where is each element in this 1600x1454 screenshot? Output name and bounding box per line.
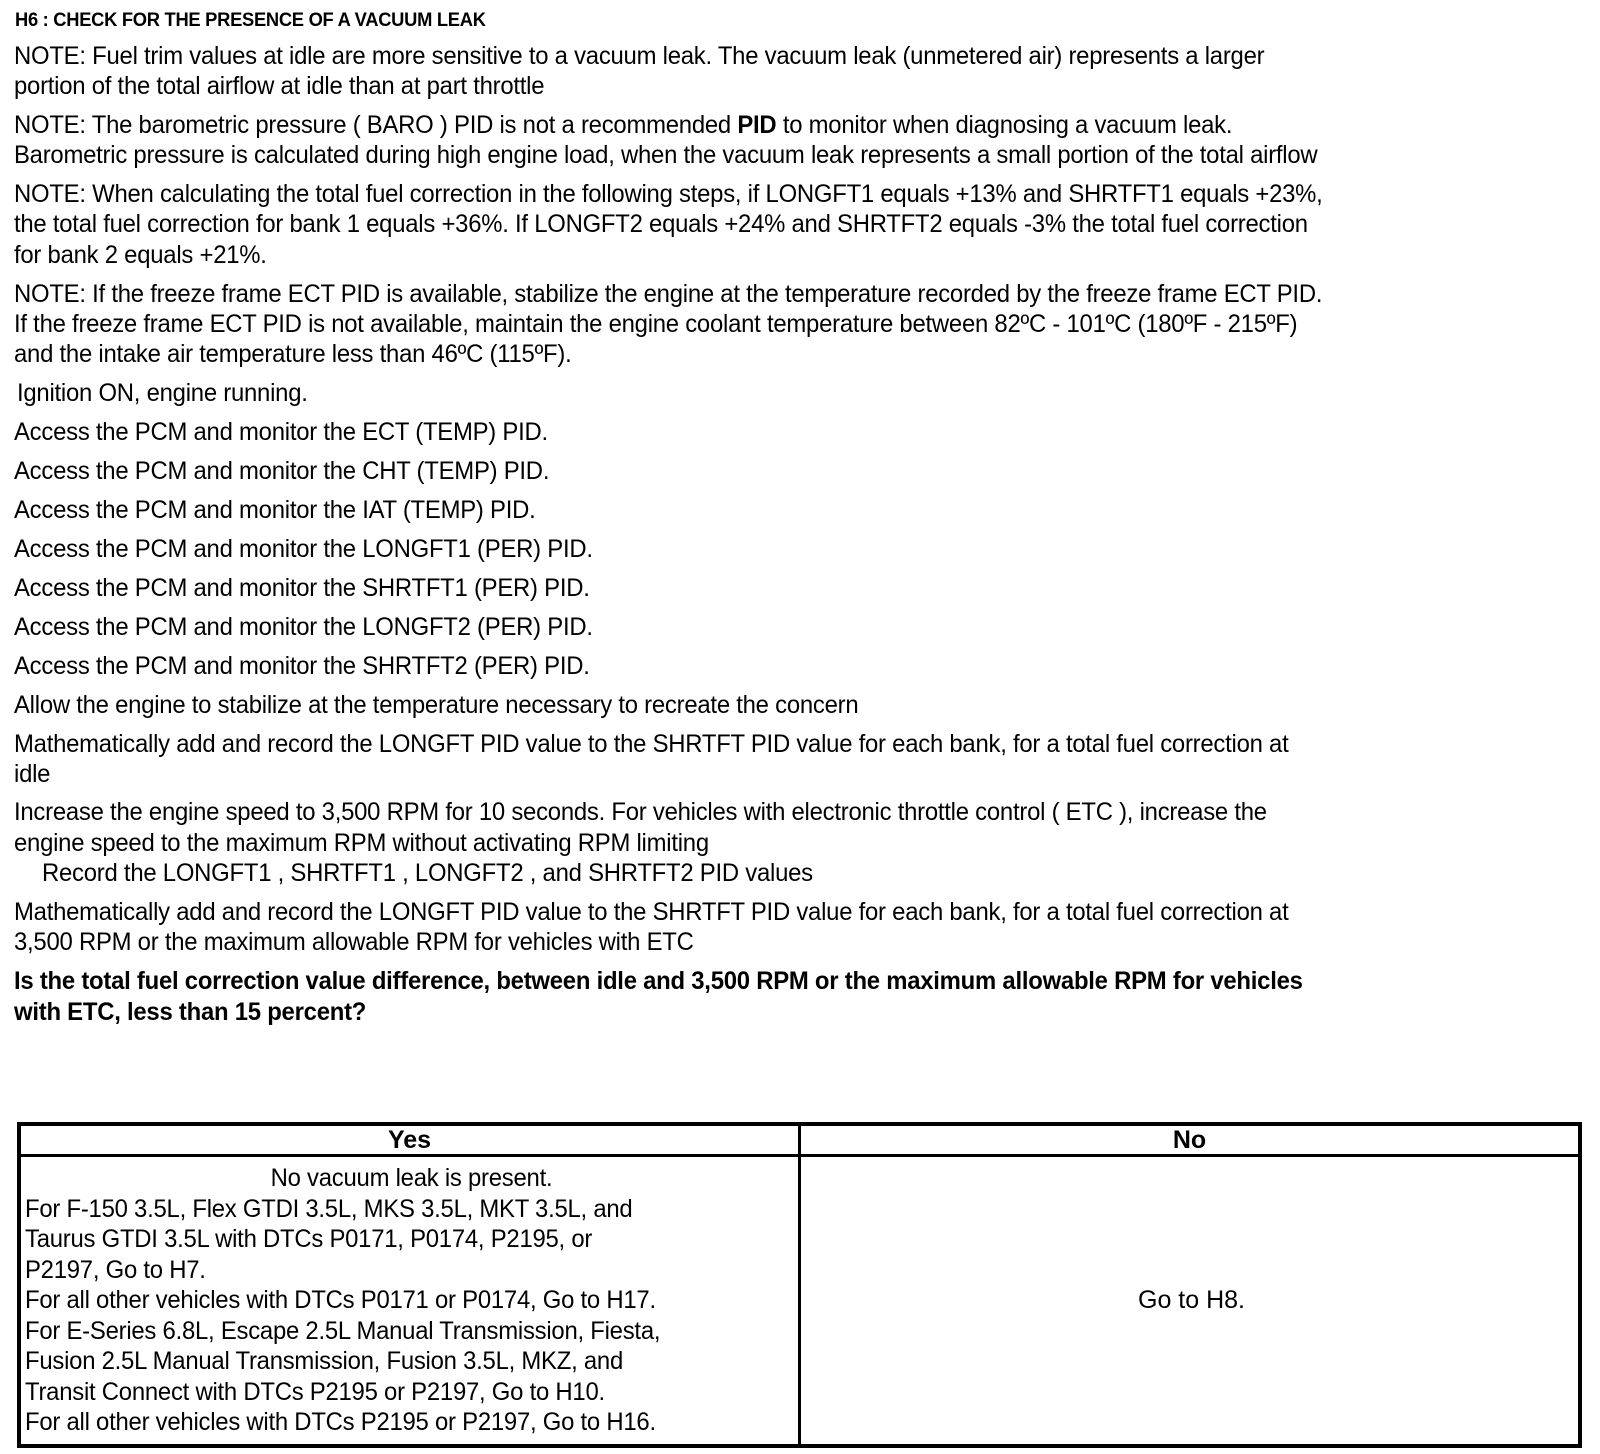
step-increase-rpm-line-2: engine speed to the maximum RPM without activating RPM limiting	[14, 829, 709, 857]
step-add-idle-line-2: idle	[14, 760, 51, 788]
no-cell: Go to H8.	[800, 1156, 1581, 1447]
step-monitor-ect	[14, 417, 548, 448]
pid-name: LONGFT1 (PER) PID.	[362, 535, 593, 563]
header-no: No	[800, 1124, 1581, 1156]
step-increase-rpm-line-1: Increase the engine speed to 3,500 RPM for 10 seconds. For vehicles with electronic throttle control ( ETC ), increase the	[14, 798, 1267, 826]
yes-line: Taurus GTDI 3.5L with DTCs P0171, P0174, P2195, or	[25, 1225, 593, 1254]
monitor-prefix: Access the PCM and monitor the	[14, 496, 363, 524]
yes-line: For E-Series 6.8L, Escape 2.5L Manual Transmission, Fiesta,	[25, 1316, 661, 1345]
step-monitor-shrtft1	[14, 573, 590, 604]
pid-name: ECT (TEMP) PID.	[362, 418, 548, 446]
note-baro-line-1	[14, 110, 1232, 141]
step-monitor-longft1	[14, 534, 593, 565]
note-calc-line-1: NOTE: When calculating the total fuel correction in the following steps, if LONGFT1 equals +13% and SHRTFT1 equals +23%,	[14, 180, 1323, 208]
note-fuel-trim-line-2: portion of the total airflow at idle than at part throttle	[14, 72, 545, 100]
note-freeze-frame-line-2: If the freeze frame ECT PID is not available, maintain the engine coolant temperature between 82ºC - 101ºC (180ºF - 215ºF)	[14, 310, 1298, 338]
pid-name: SHRTFT1 (PER) PID.	[362, 574, 590, 602]
decision-table-header-row	[19, 1124, 1580, 1156]
step-monitor-cht	[14, 456, 549, 487]
monitor-prefix: Access the PCM and monitor the	[14, 535, 363, 563]
step-monitor-longft2	[14, 612, 593, 643]
pid-name: LONGFT2 (PER) PID.	[362, 613, 593, 641]
step-monitor-shrtft2	[14, 651, 590, 682]
note-baro-line-2: Barometric pressure is calculated during high engine load, when the vacuum leak represents a small portion of the total airflow	[14, 141, 1318, 169]
decision-table-row	[19, 1156, 1580, 1447]
step-heading: H6 : CHECK FOR THE PRESENCE OF A VACUUM LEAK	[15, 9, 486, 31]
note-baro-text-pre: NOTE: The barometric pressure ( BARO ) PID is not a recommended	[14, 111, 738, 139]
step-monitor-iat	[14, 495, 536, 526]
yes-line: For all other vehicles with DTCs P2195 or P2197, Go to H16.	[25, 1408, 656, 1437]
monitor-prefix: Access the PCM and monitor the	[14, 613, 363, 641]
step-add-rpm-line-2: 3,500 RPM or the maximum allowable RPM for vehicles with ETC	[14, 928, 694, 956]
step-add-idle-line-1: Mathematically add and record the LONGFT PID value to the SHRTFT PID value for each bank, for a total fuel correction at	[14, 730, 1289, 758]
note-fuel-trim-line-1: NOTE: Fuel trim values at idle are more sensitive to a vacuum leak. The vacuum leak (unmetered air) represents a larger	[14, 42, 1265, 70]
yes-line: Transit Connect with DTCs P2195 or P2197, Go to H10.	[25, 1377, 605, 1406]
note-freeze-frame-line-3: and the intake air temperature less than 46ºC (115ºF).	[14, 340, 572, 368]
yes-line: No vacuum leak is present.	[270, 1164, 553, 1193]
monitor-prefix: Access the PCM and monitor the	[14, 574, 363, 602]
step-stabilize: Allow the engine to stabilize at the temperature necessary to recreate the concern	[14, 691, 859, 719]
decision-table	[17, 1122, 1582, 1448]
header-yes: Yes	[19, 1124, 800, 1156]
yes-line: For all other vehicles with DTCs P0171 or P0174, Go to H17.	[25, 1286, 656, 1315]
monitor-prefix: Access the PCM and monitor the	[14, 457, 363, 485]
yes-cell	[19, 1156, 800, 1447]
pid-name: IAT (TEMP) PID.	[362, 496, 536, 524]
monitor-prefix: Access the PCM and monitor the	[14, 652, 363, 680]
question-line-1: Is the total fuel correction value difference, between idle and 3,500 RPM or the maximum allowable RPM for vehicles	[14, 967, 1303, 995]
question-line-2: with ETC, less than 15 percent?	[14, 998, 367, 1026]
note-freeze-frame-line-1: NOTE: If the freeze frame ECT PID is available, stabilize the engine at the temperature recorded by the freeze frame ECT PID.	[14, 280, 1323, 308]
note-baro-text-post: to monitor when diagnosing a vacuum leak.	[776, 111, 1233, 139]
pid-name: CHT (TEMP) PID.	[362, 457, 550, 485]
step-record-pids: Record the LONGFT1 , SHRTFT1 , LONGFT2 , and SHRTFT2 PID values	[42, 859, 813, 887]
yes-line: Fusion 2.5L Manual Transmission, Fusion 3.5L, MKZ, and	[25, 1347, 623, 1376]
yes-line: P2197, Go to H7.	[25, 1255, 206, 1284]
step-ignition: Ignition ON, engine running.	[17, 379, 308, 407]
monitor-prefix: Access the PCM and monitor the	[14, 418, 363, 446]
note-calc-line-2: the total fuel correction for bank 1 equals +36%. If LONGFT2 equals +24% and SHRTFT2 equals -3% the total fuel correction	[14, 210, 1308, 238]
note-calc-line-3: for bank 2 equals +21%.	[14, 241, 267, 269]
note-baro-pid-bold: PID	[737, 111, 777, 139]
step-add-rpm-line-1: Mathematically add and record the LONGFT PID value to the SHRTFT PID value for each bank, for a total fuel correction at	[14, 898, 1289, 926]
pid-name: SHRTFT2 (PER) PID.	[362, 652, 590, 680]
yes-line: For F-150 3.5L, Flex GTDI 3.5L, MKS 3.5L, MKT 3.5L, and	[25, 1194, 633, 1223]
